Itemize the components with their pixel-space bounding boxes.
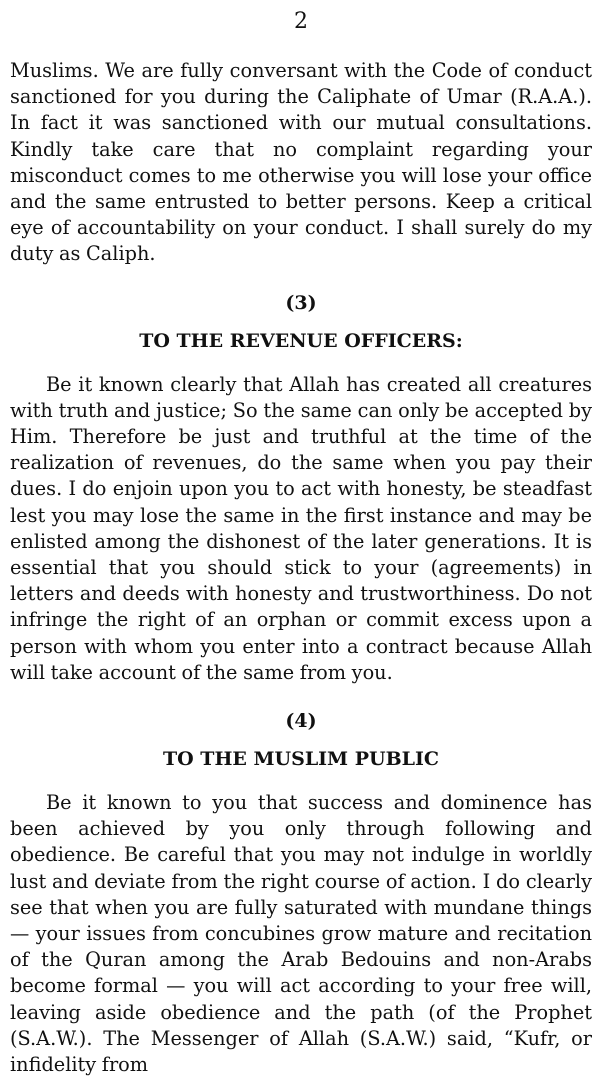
document-page [10, 8, 592, 1078]
page-number: 2 [294, 9, 308, 34]
section-title-revenue-officers: TO THE REVENUE OFFICERS: [139, 329, 463, 352]
revenue-officers-paragraph: Be it known clearly that Allah has created all creatures with truth and justice; So the same can only be accepted by Him. Therefore be just and truthful at the time of the realization of revenues, do the same when you pay their dues. I do enjoin upon you to act with honesty, be steadfast lest you may lose the same in the first instance and may be enlisted among the dishonest of the later generations. It is essential that you should stick to your (agreements) in letters and deeds with honesty and trustworthiness. Do not infringe the right of an orphan or commit excess upon a person with whom you enter into a contract because Allah will take account of the same from you. [10, 372, 592, 684]
section-title-muslim-public: TO THE MUSLIM PUBLIC [163, 748, 439, 771]
muslim-public-paragraph: Be it known to you that success and dominence has been achieved by you only through following and obedience. Be careful that you may not indulge in worldly lust and deviate from the right course of action. I do clearly see that when you are fully saturated with mundane things — your issues from concubines grow mature and recitation of the Quran among the Arab Bedouins and non-Arabs become formal — you will act according to your free will, leaving aside obedience and the path (of the Prophet (S.A.W.). The Messenger of Allah (S.A.W.) said, “Kufr, or infidelity from [10, 791, 592, 1077]
section-number-3: (3) [285, 291, 317, 314]
intro-paragraph: Muslims. We are fully conversant with the Code of conduct sanctioned for you during the Caliphate of Umar (R.A.A.). In fact it was sanctioned with our mutual consultations. Kindly take care that no complaint regarding your misconduct comes to me otherwise you will lose your office and the same entrusted to better persons. Keep a critical eye of accountability on your conduct. I shall surely do my duty as Caliph. [10, 59, 592, 266]
section-number-4: (4) [285, 710, 317, 733]
